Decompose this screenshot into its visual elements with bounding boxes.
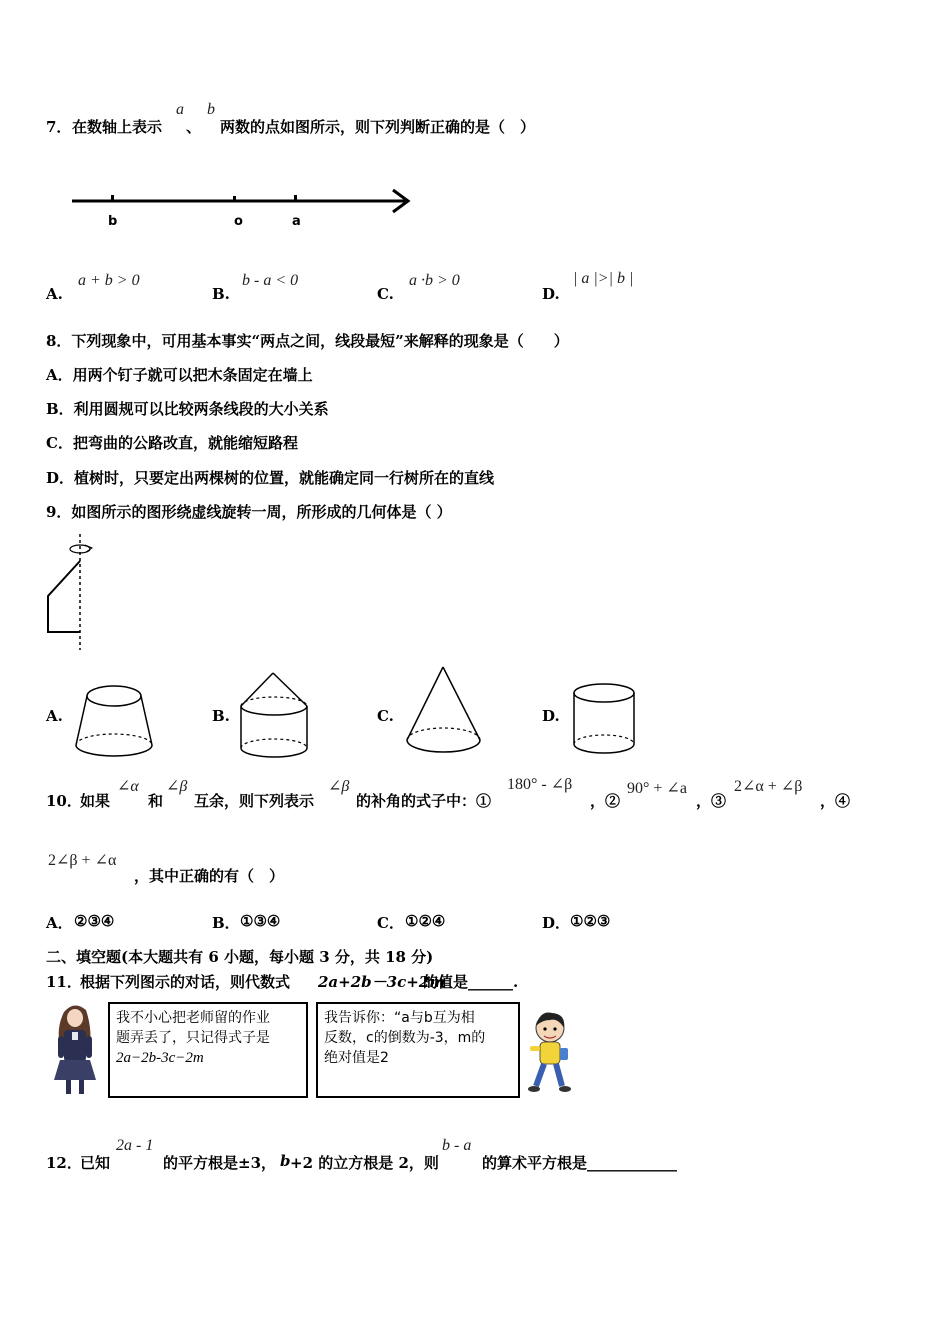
q10-option-d-text: ①②③: [570, 912, 611, 930]
q10-option-d-label: D．: [542, 914, 571, 932]
q10-text-6: ，③: [696, 792, 727, 810]
q8-option-a: A．用两个钉子就可以把木条固定在墙上: [46, 366, 313, 384]
q9-option-a-label: A.: [46, 707, 63, 725]
q7-option-b-label: B.: [212, 285, 230, 303]
q10-option-c-text: ①②④: [405, 912, 446, 930]
q10-option-a-label: A．: [46, 914, 73, 932]
q10-expr-2: 90° + ∠a: [627, 780, 687, 797]
q9-option-b-label: B.: [212, 707, 230, 725]
q10-text-3: 互余，则下列表示: [194, 792, 315, 810]
q7-option-a-expr: a + b > 0: [78, 272, 140, 289]
q12-text-2: 的平方根是±3，: [163, 1154, 277, 1172]
q12-text-1: 已知: [80, 1154, 111, 1172]
q12-var-b: b: [280, 1152, 291, 1170]
q8-option-b: B．利用圆规可以比较两条线段的大小关系: [46, 400, 329, 418]
axis-label-a: a: [292, 214, 301, 229]
q10-option-b-text: ①③④: [240, 912, 281, 930]
q12-text-3: +2 的立方根是 2，则: [290, 1154, 439, 1172]
q8-stem: 8．下列现象中，可用基本事实“两点之间，线段最短”来解释的现象是（ ）: [46, 332, 569, 350]
q7-separator: 、: [186, 118, 202, 136]
q7-option-c-label: C.: [377, 285, 394, 303]
q10-text-7: ，④: [820, 792, 851, 810]
q12-text-4: 的算术平方根是____________: [482, 1154, 678, 1172]
q10-expr-4: 2∠β + ∠α: [48, 852, 117, 869]
boy-illustration: [522, 1008, 582, 1098]
girl-speech-bubble: [108, 1002, 308, 1098]
section-2-heading: 二、填空题(本大题共有 6 小题，每小题 3 分，共 18 分): [46, 948, 434, 966]
cone-on-cylinder-figure: [236, 668, 336, 768]
q12-number: 12．: [46, 1154, 82, 1172]
q7-option-c-expr: a ·b > 0: [409, 272, 460, 289]
q10-text-5: ，②: [590, 792, 621, 810]
boy-speech-bubble: [316, 1002, 520, 1098]
q10-text-1: 如果: [80, 792, 111, 810]
boy-bubble-line-3: 绝对值是2: [324, 1050, 389, 1066]
girl-bubble-line-2: 题弄丢了，只记得式子是: [116, 1030, 270, 1046]
boy-bubble-line-1: 我告诉你：“a与b互为相: [324, 1010, 475, 1026]
q7-number: 7．: [46, 118, 72, 136]
girl-bubble-line-1: 我不小心把老师留的作业: [116, 1010, 270, 1026]
q8-option-c: C．把弯曲的公路改直，就能缩短路程: [46, 434, 298, 452]
q11-text-1: 根据下列图示的对话，则代数式: [80, 973, 291, 991]
q7-text-2: 两数的点如图所示，则下列判断正确的是（ ）: [220, 118, 536, 136]
q10-option-b-label: B．: [212, 914, 240, 932]
frustum-figure: [72, 680, 172, 770]
q10-expr-1: 180° - ∠β: [507, 776, 573, 793]
girl-bubble-line-3: 2a−2b-3c−2m: [116, 1050, 204, 1066]
q11-expression: 2a+2b－3c+2m: [318, 973, 446, 991]
q10-expr-3: 2∠α + ∠β: [734, 778, 803, 795]
q10-option-c-label: C．: [377, 914, 404, 932]
q10-angle-alpha: ∠α: [117, 778, 139, 795]
q12-expr-1: 2a - 1: [116, 1137, 154, 1154]
q10-text-4: 的补角的式子中：①: [356, 792, 492, 810]
q8-option-d: D．植树时，只要定出两棵树的位置，就能确定同一行树所在的直线: [46, 469, 495, 487]
q11-number: 11．: [46, 973, 82, 991]
q7-option-d-expr: | a |>| b |: [573, 270, 634, 287]
q7-var-a: a: [176, 101, 184, 118]
q10-text-2: 和: [148, 792, 164, 810]
q9-option-d-label: D.: [542, 707, 560, 725]
axis-label-origin: o: [234, 214, 243, 229]
girl-illustration: [46, 1000, 106, 1100]
q7-option-a-label: A.: [46, 285, 63, 303]
cone-figure: [402, 662, 502, 762]
cylinder-figure: [570, 680, 670, 780]
q10-option-a-text: ②③④: [74, 912, 115, 930]
q10-angle-beta: ∠β: [166, 778, 188, 795]
q7-var-b: b: [207, 101, 215, 118]
q11-text-2: 的值是______.: [423, 973, 519, 991]
axis-label-b: b: [108, 214, 118, 229]
q9-stem: 9．如图所示的图形绕虚线旋转一周，所形成的几何体是（ ）: [46, 503, 452, 521]
q12-expr-2: b - a: [442, 1137, 472, 1154]
q10-text-8: ，其中正确的有（ ）: [134, 867, 285, 885]
q7-text-1: 在数轴上表示: [72, 118, 163, 136]
boy-bubble-line-2: 反数，c的倒数为-3，m的: [324, 1030, 486, 1046]
q7-option-d-label: D.: [542, 285, 560, 303]
q10-number: 10．: [46, 792, 82, 810]
q7-option-b-expr: b - a < 0: [242, 272, 299, 289]
q10-angle-beta-2: ∠β: [328, 778, 350, 795]
q9-option-c-label: C.: [377, 707, 394, 725]
